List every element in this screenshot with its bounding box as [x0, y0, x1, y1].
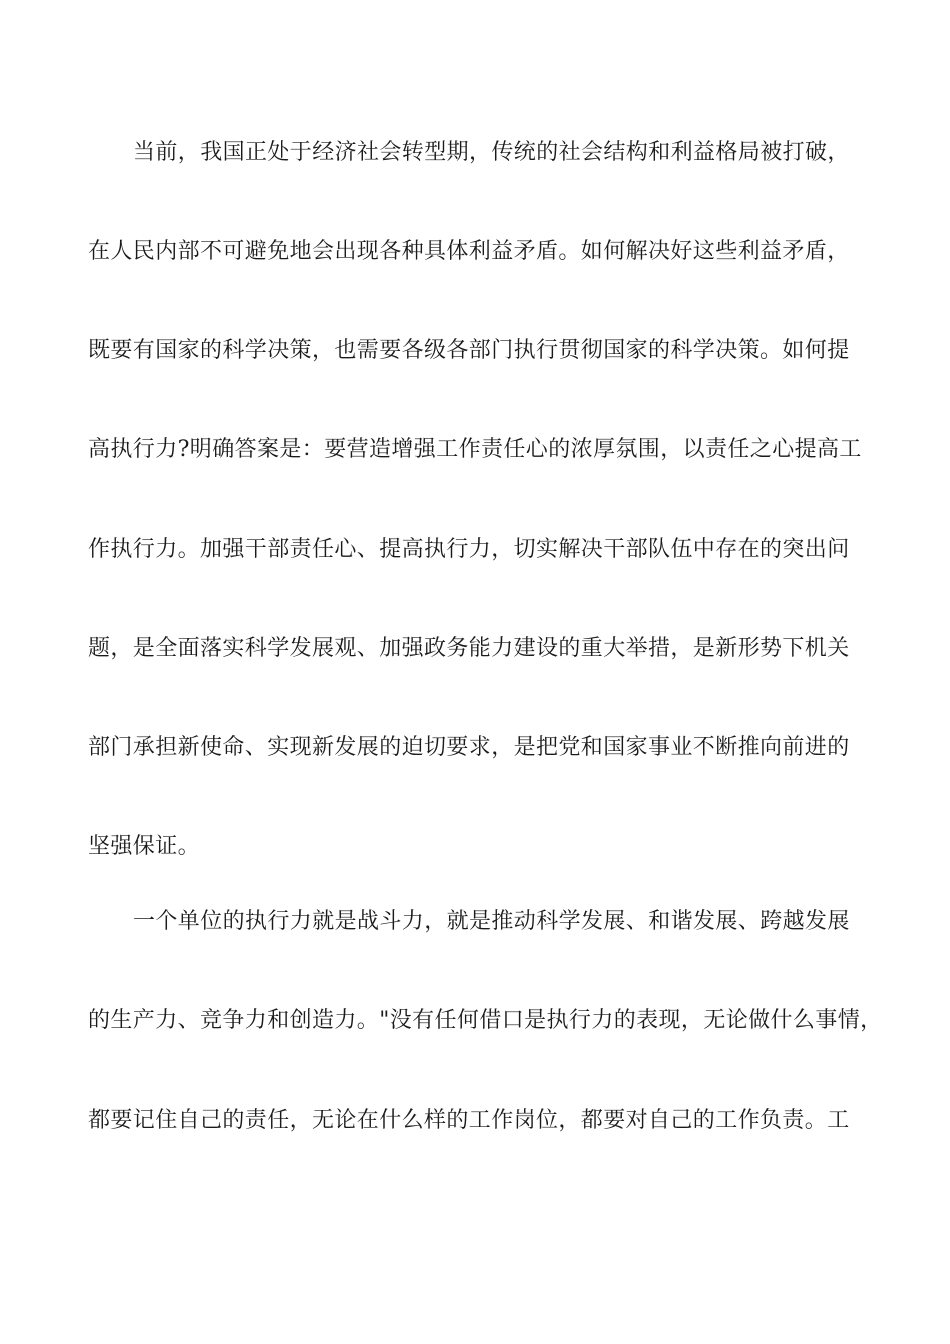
- paragraph-line: 作执行力。加强干部责任心、提高执行力，切实解决干部队伍中存在的突出问: [88, 537, 850, 562]
- paragraph-line: 部门承担新使命、实现新发展的迫切要求，是把党和国家事业不断推向前进的: [88, 735, 850, 760]
- paragraph-line: 高执行力?明确答案是：要营造增强工作责任心的浓厚氛围，以责任之心提高工: [88, 437, 862, 462]
- paragraph-line: 都要记住自己的责任，无论在什么样的工作岗位，都要对自己的工作负责。工: [88, 1108, 850, 1133]
- paragraph-line: 坚强保证。: [88, 834, 201, 859]
- paragraph-line: 一个单位的执行力就是战斗力，就是推动科学发展、和谐发展、跨越发展: [133, 909, 850, 934]
- paragraph-line: 既要有国家的科学决策，也需要各级各部门执行贯彻国家的科学决策。如何提: [88, 338, 850, 363]
- paragraph-line: 的生产力、竞争力和创造力。"没有任何借口是执行力的表现，无论做什么事情，: [88, 1008, 883, 1033]
- paragraph-line: 题，是全面落实科学发展观、加强政务能力建设的重大举措，是新形势下机关: [88, 636, 850, 661]
- paragraph-line: 当前，我国正处于经济社会转型期，传统的社会结构和利益格局被打破，: [133, 140, 850, 165]
- paragraph-line: 在人民内部不可避免地会出现各种具体利益矛盾。如何解决好这些利益矛盾，: [88, 239, 850, 264]
